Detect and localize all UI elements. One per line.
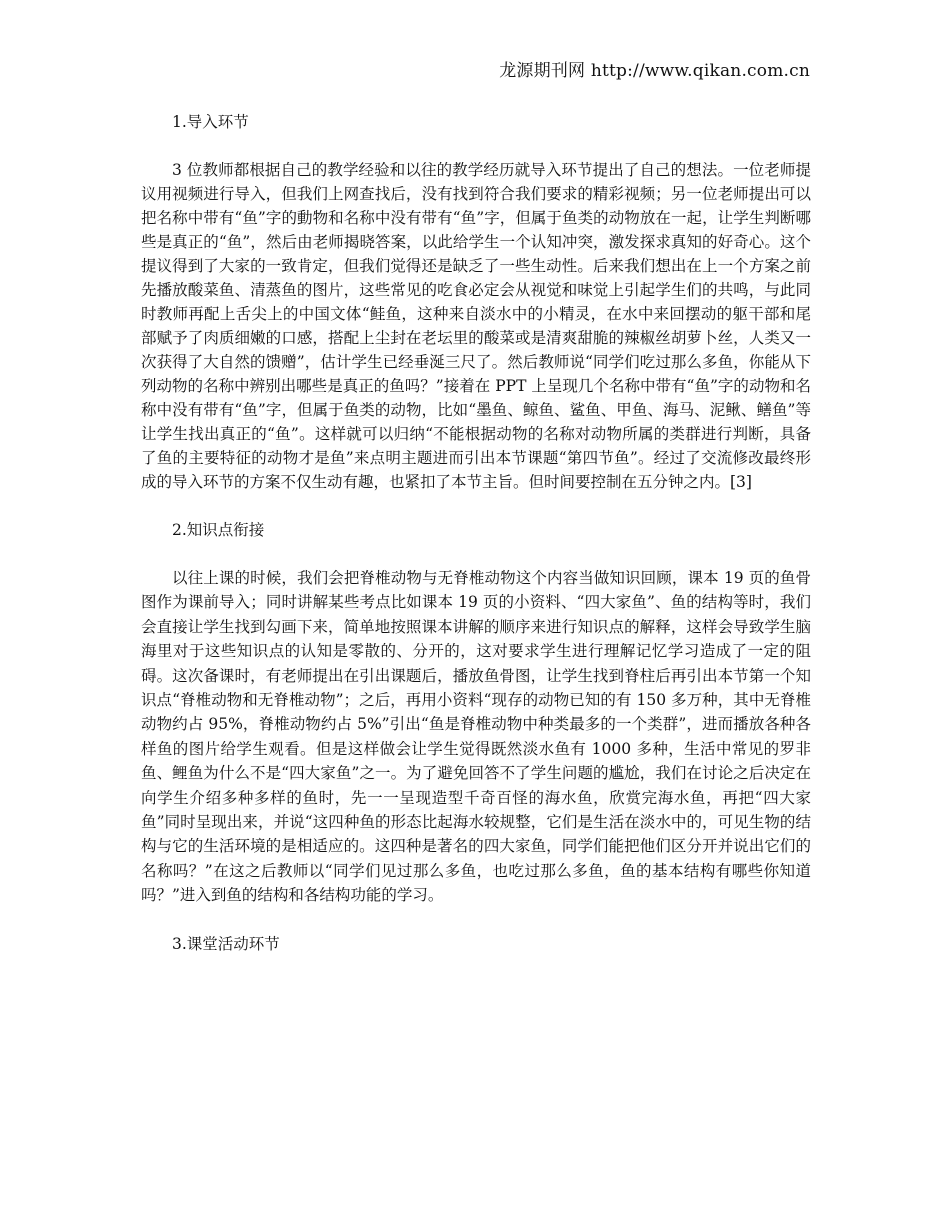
journal-source-header: 龙源期刊网 http://www.qikan.com.cn <box>499 61 810 81</box>
section-heading-activity: 3.课堂活动环节 <box>172 934 280 953</box>
article-body <box>141 108 811 980</box>
section-paragraph-knowledge: 以往上课的时候，我们会把脊椎动物与无脊椎动物这个内容当做知识回顾，课本 19 页的鱼骨图作为课前导入；同时讲解某些考点比如课本 19 页的小资料、“四大家鱼”、鱼的结构等时，我们会直接让学生找到勾画下来，简单地按照课本讲解的顺序来进行知识点的解释，这样会导致学生脑海里对于这些知识点的认知是零散的、分开的，这对要求学生进行理解记忆学习造成了一定的阻碍。这次备课时，有老师提出在引出课题后，播放鱼骨图，让学生找到脊柱后再引出本节第一个知识点“脊椎动物和无脊椎动物”；之后，再用小资料“现存的动物已知的有 150 多万种，其中无脊椎动物约占 95%，脊椎动物约占 5%”引出“鱼是脊椎动物中种类最多的一个类群”，进而播放各种各样鱼的图片给学生观看。但是这样做会让学生觉得既然淡水鱼有 1000 多种，生活中常见的罗非鱼、鲤鱼为什么不是“四大家鱼”之一。为了避免回答不了学生问题的尴尬，我们在讨论之后决定在向学生介绍多种多样的鱼时，先一一呈现造型千奇百怪的海水鱼，欣赏完海水鱼，再把“四大家鱼”同时呈现出来，并说“这四种鱼的形态比起海水较规整，它们是生活在淡水中的，可见生物的结构与它的生活环境的是相适应的。这四种是著名的四大家鱼，同学们能把他们区分开并说出它们的名称吗？”在这之后教师以“同学们见过那么多鱼，也吃过那么多鱼，鱼的基本结构有哪些你知道吗？”进入到鱼的结构和各结构功能的学习。 <box>141 569 811 905</box>
section-paragraph-intro: 3 位教师都根据自己的教学经验和以往的教学经历就导入环节提出了自己的想法。一位老师提议用视频进行导入，但我们上网查找后，没有找到符合我们要求的精彩视频；另一位老师提出可以把名称中带有“鱼”字的動物和名称中没有带有“鱼”字，但属于鱼类的动物放在一起，让学生判断哪些是真正的“鱼”，然后由老师揭晓答案，以此给学生一个认知冲突，激发探求真知的好奇心。这个提议得到了大家的一致肯定，但我们觉得还是缺乏了一些生动性。后来我们想出在上一个方案之前先播放酸菜鱼、清蒸鱼的图片，这些常见的吃食必定会从视觉和味觉上引起学生们的共鸣，与此同时教师再配上舌尖上的中国文体“鲑鱼，这种来自淡水中的小精灵，在水中来回摆动的躯干部和尾部赋予了肉质细嫩的口感，搭配上尘封在老坛里的酸菜或是清爽甜脆的辣椒丝胡萝卜丝，人类又一次获得了大自然的馈赠”，估计学生已经垂涎三尺了。然后教师说“同学们吃过那么多鱼，你能从下列动物的名称中辨别出哪些是真正的鱼吗？”接着在 PPT 上呈现几个名称中带有“鱼”字的动物和名称中没有带有“鱼”字，但属于鱼类的动物，比如“墨鱼、鲸鱼、鲨鱼、甲鱼、海马、泥鳅、鳝鱼”等让学生找出真正的“鱼”。这样就可以归纳“不能根据动物的名称对动物所属的类群进行判断，具备了鱼的主要特征的动物才是鱼”来点明主题进而引出本节课题“第四节鱼”。经过了交流修改最终形成的导入环节的方案不仅生动有趣，也紧扣了本节主旨。但时间要控制在五分钟之内。[3] <box>141 161 811 491</box>
section-heading-knowledge: 2.知识点衔接 <box>172 521 265 539</box>
section-heading-intro: 1.导入环节 <box>172 113 249 131</box>
